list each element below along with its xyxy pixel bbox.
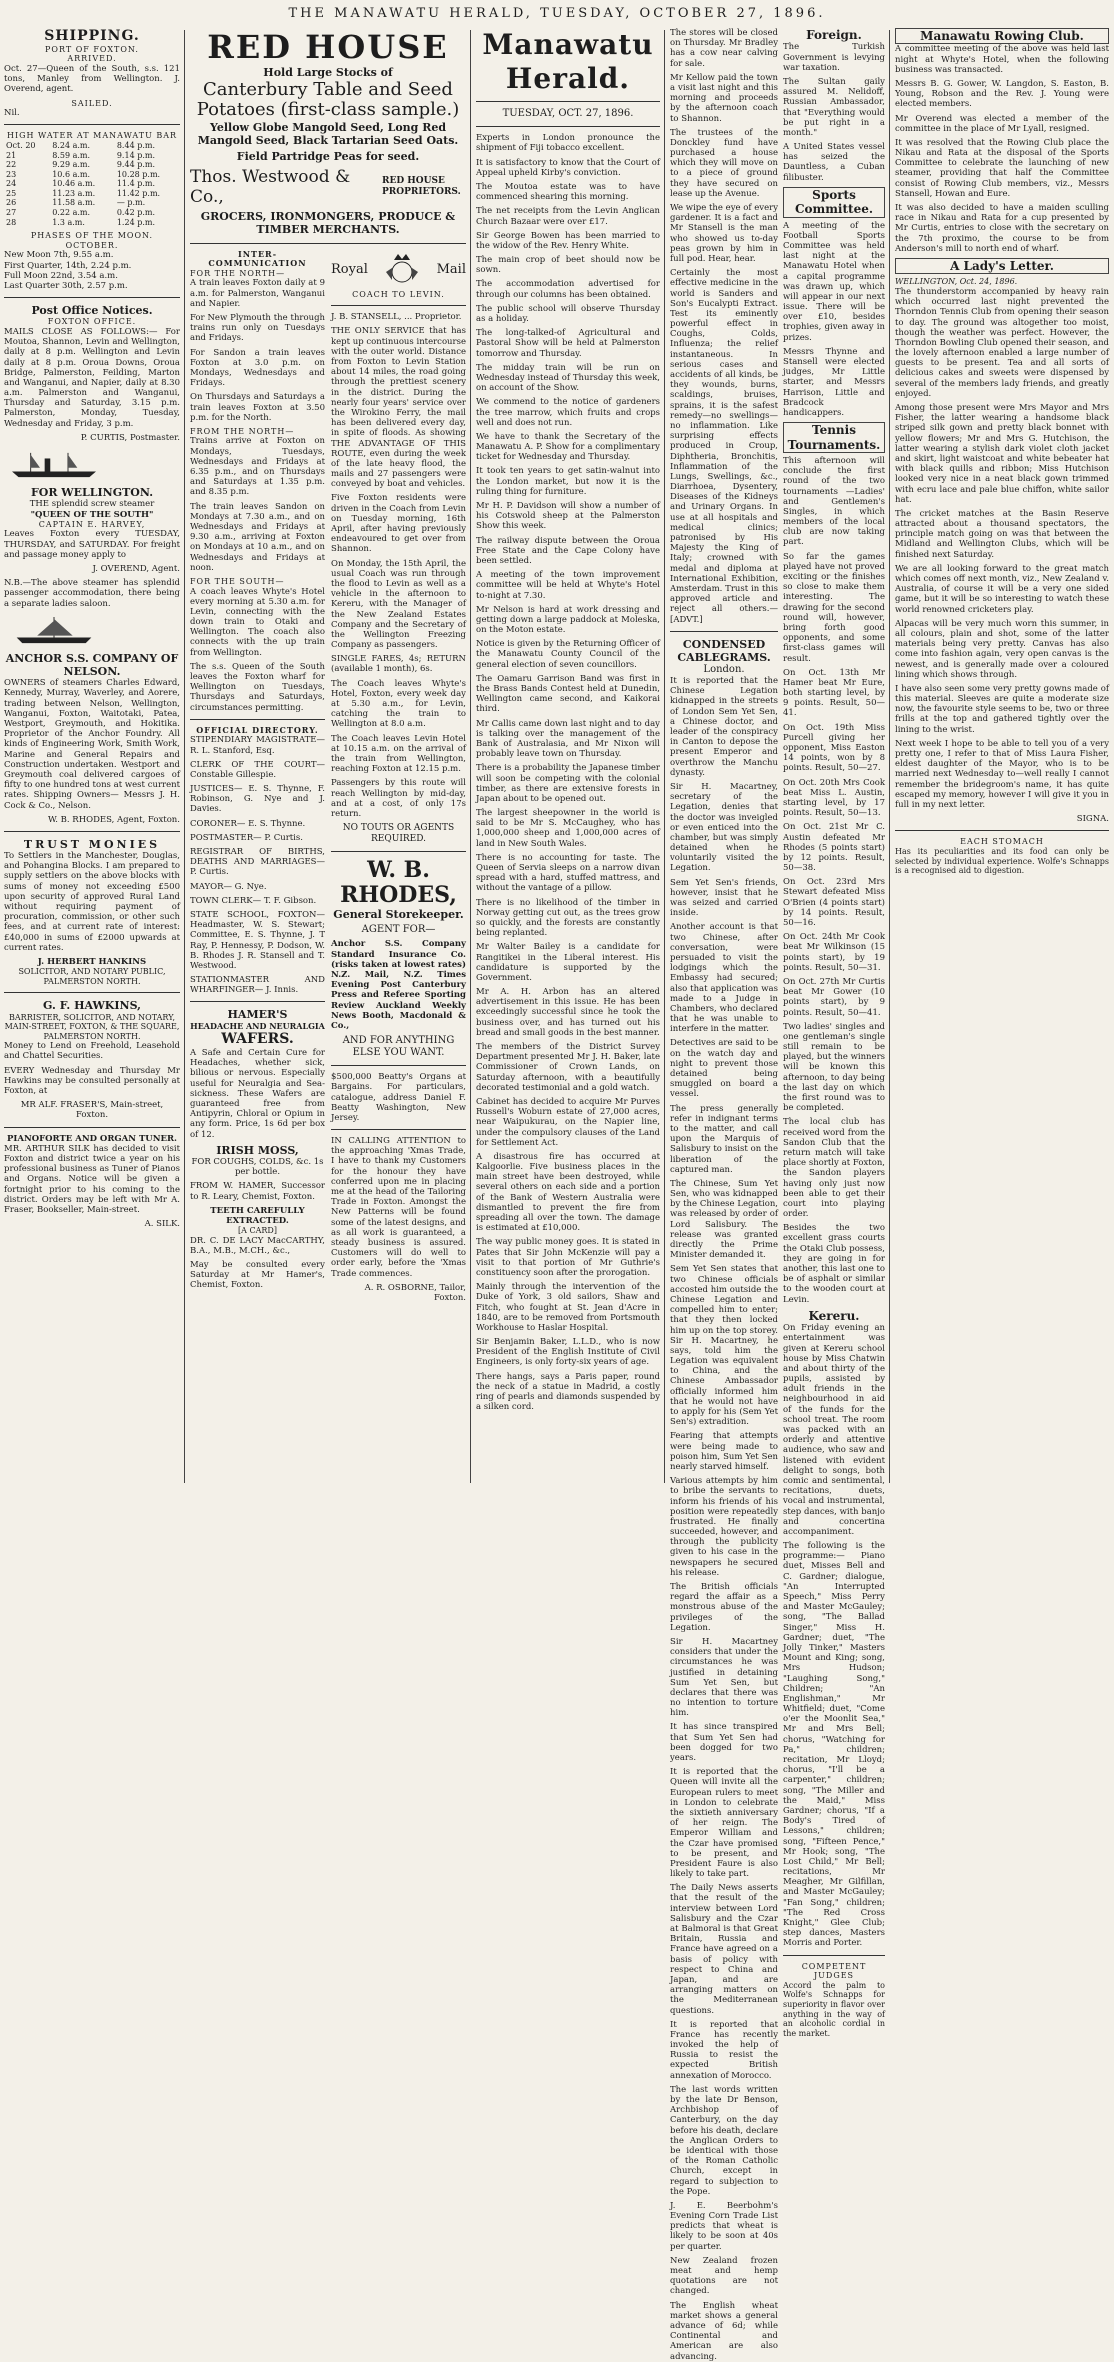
paragraph: Detectives are said to be on the watch day and night to prevent those detained being smuggled on board a vessel. [670, 1038, 778, 1100]
tide-cell: 9.29 a.m. [52, 160, 91, 170]
coach-text: THE ONLY SERVICE that has kept up continuous intercourse with the outer world. Distance from Foxton to Levin Station about 14 miles, the road going through the prettiest scenery in the district. During the nearly four years' service over the Wirokino Ferry, the mail has been delivered every day, in spite of floods. As showing THE ADVANTAGE OF THIS ROUTE, even during the week of the late heavy flood, the mails and 27 passengers were conveyed by boat and vehicles. [331, 326, 466, 490]
kereru-title: Kereru. [808, 1308, 860, 1323]
kereru-list [783, 1323, 885, 1948]
paragraph: Mr Walter Bailey is a candidate for Rangitikei in the Liberal interest. His candidature is supported by the Government. [476, 942, 660, 983]
sports-list [783, 221, 885, 419]
red-house-title: RED HOUSE [207, 28, 449, 66]
tide-row [4, 160, 180, 170]
foreign-title: Foreign. [806, 28, 862, 42]
mail-word: Mail [436, 261, 466, 277]
paragraph: Cabinet has decided to acquire Mr Purves Russell's Woburn estate of 27,000 acres, near Waipukurau, on the Napier line, under the compulsory clauses of the Land for Settlement Act. [476, 1096, 660, 1148]
piano-text: MR. ARTHUR SILK has decided to visit Foxton and district twice a year on his professional business as Tuner of Pianos and Organs. Notice will be given a fortnight prior to his coming to the district. Orders may be left with Mr A. Fraser, Bookseller, Main-street. [4, 1143, 180, 1215]
paragraph: The largest sheepowner in the world is said to be Mr S. McCaughey, who has 1,000,000 sheep and 1,000,000 acres of land in New South Wales. [476, 808, 660, 849]
paragraph: The accommodation advertised for through our columns has been obtained. [476, 279, 660, 300]
paragraph: We have to thank the Secretary of the Manawatu A. P. Show for a complimentary ticket for Wednesday and Thursday. [476, 431, 660, 463]
paragraph: The way public money goes. It is stated in Pates that Sir John McKenzie will pay a visit to that portion of Mr Guthrie's constituency soon after the prorogation. [476, 1237, 660, 1278]
tide-cell: 28 [6, 217, 17, 227]
paragraph: We commend to the notice of gardeners the tree marrow, which fruits and crops well and does not run. [476, 397, 660, 428]
column-1 [4, 28, 180, 1485]
moon-title: PHASES OF THE MOON. [30, 231, 154, 241]
paragraph: J. E. Beerbohm's Evening Corn Trade List predicts that wheat is likely to be soon at 40s per quarter. [670, 2200, 778, 2252]
rowing-list [895, 44, 1109, 254]
tide-row [4, 198, 180, 208]
paragraph: The trustees of the Donckley fund have purchased a house which they will move on to a piece of ground they have secured on lease up the Avenue. [670, 127, 778, 199]
paragraph: Another account is that two Chinese, after conversation, were persuaded to visit the lodgings which the Embassy had secured; also that application was made to a Judge in Chambers, who declared that he was unable to interfere in the matter. [670, 922, 778, 1035]
paragraph: POSTMASTER— P. Curtis. [190, 832, 303, 843]
issue-date: TUESDAY, OCT. 27, 1896. [502, 108, 634, 120]
anchor-text: OWNERS of steamers Charles Edward, Kennedy, Murray, Waverley, and Aorere, trading between Nelson, Wellington, Wanganui, Foxton, Waitotaki, Patea, Westport, Greymouth, and Hokitika. Proprietor of the Anchor Foundry. All kinds of Engineering Work, Smith Work, Marine and General Repairs and Construction undertaken. Westport and Greymouth coal delivered cargoes of fifty to one hundred tons at west current rates. Shipping Owners— Messrs J. H. Cock & Co., Nelson. [4, 678, 180, 811]
paragraph: Alpacas will be very much worn this summer, in all colours, plain and shot, some of the latter materials being very pretty. Canvas has also come into fashion again, very open canvas is the newest, and is generally made over a coloured lining which shows through. [895, 618, 1109, 680]
paragraph: The following is the programme:— Piano duet, Misses Bell and C. Gardner; dialogue, "An Interrupted Speech," Miss Perry and Master McGauley; song, "The Ballad Singer," Miss H. Gardner; duet, "The Jolly Tinker," Masters Mount and King; song, Mrs Hudson; "Laughing Song," Children; "An Englishman," Mr Whitfield; duet, "Come o'er the Moonlit Sea," Mr and Mrs Bell; chorus, "Watching for Pa," children; recitation, Mr Lloyd; chorus, "I'll be a carpenter," children; song, "The Miller and the Maid," Miss Gardner; chorus, "If a Body's Tired of Lessons," children; song, "Fifteen Pence," Mr Hook; song, "The Lost Child," Mr Bell; recitations, Mr Meagher, Mr Gilfillan, and Master McGauley; "Fan Song," children; "The Red Cross Knight," Glee Club; step dances, Masters Morris and Porter. [783, 1541, 885, 1949]
anchor-title: ANCHOR S.S. COMPANY OF NELSON. [5, 651, 179, 679]
paragraph: A meeting of the town improvement committee will be held at Whyte's Hotel to-night at 7.30. [476, 570, 660, 601]
paragraph: On Oct. 24th Mr Cook beat Mr Wilkinson (15 points start), by 19 points. Result, 50—31. [783, 932, 885, 973]
coach-text: On Monday, the 15th April, the usual Coach was run through the flood to Levin as well as a vehicle in the afternoon to Kereru, with the Manager of the New Zealand Estates Company and the Secretary of the Wellington Freezing Company as passengers. [331, 558, 466, 651]
paragraph: Experts in London pronounce the shipment of Fiji tobacco excellent. [476, 133, 660, 154]
foreign-list [783, 42, 885, 182]
every-text: EVERY Wednesday and Thursday Mr Hawkins may be consulted personally at Foxton, at [4, 1065, 180, 1097]
tide-cell: 8.24 a.m. [52, 140, 91, 150]
hamer-from: FROM W. HAMER, Successor to R. Leary, Chemist, Foxton. [190, 1181, 325, 1202]
tide-cell: 10.6 a.m. [52, 169, 91, 179]
stansell: J. B. STANSELL, ... Proprietor. [331, 312, 462, 323]
paragraph: The local club has received word from the Sandon Club that the return match will take place shortly at Foxton, the Sandon players having only just now been able to get their court into playing order. [783, 1117, 885, 1220]
paragraph: Mr H. P. Davidson will show a number of his Cotswold sheep at the Palmerston Show this week. [476, 501, 660, 532]
for-wellington-title: FOR WELLINGTON. [30, 486, 154, 500]
tide-title: HIGH WATER AT MANAWATU BAR [6, 131, 178, 141]
paragraph: The cricket matches at the Basin Reserve attracted about a thousand spectators, the principle match going on was that between the Midland and Wellington Clubs, which will be finished next Saturday. [895, 508, 1109, 560]
paragraph: It is satisfactory to know that the Court of Appeal upheld Kirby's conviction. [476, 157, 660, 178]
tide-row [4, 170, 180, 180]
royal-mail-header [331, 250, 466, 290]
col2-split [190, 250, 466, 1307]
paragraph: On Oct. 13th Mr Hamer beat Mr Eure, both starting level, by 9 points. Result, 50—41. [783, 667, 885, 719]
royal-crest-icon [382, 250, 422, 290]
column-rule [664, 30, 665, 1483]
royal-mail-block [331, 250, 466, 1307]
divider [331, 305, 466, 306]
paragraph: STATE SCHOOL, FOXTON— Headmaster, W. S. Stewart; Committee, E. S. Thynne, J. T Ray, P. Hennessy, P. Dodson, W. B. Rhodes J. R. Stansell and T. Westwood. [190, 909, 325, 971]
paragraph: Messrs B. G. Gower, W. Langdon, S. Easton, B. Young, Robson and the Rev. J. Young were elected members. [895, 78, 1109, 110]
paragraph: STATIONMASTER AND WHARFINGER— J. Innis. [190, 975, 325, 996]
local-news-list [476, 133, 660, 1412]
hawkins-name: G. F. HAWKINS, [43, 999, 141, 1013]
tide-cell: 8.44 p.m. [116, 140, 155, 150]
divider [4, 1127, 180, 1128]
paragraph: There is a probability the Japanese timber will soon be competing with the colonial timber, as there are extensive forests in Japan about to be opened out. [476, 763, 660, 804]
hankins-sub: SOLICITOR, AND NOTARY PUBLIC, PALMERSTON NORTH. [18, 967, 166, 986]
divider [331, 851, 466, 852]
cablegrams-title: CONDENSED CABLEGRAMS. [677, 637, 771, 664]
agent-for: AGENT FOR— [361, 924, 436, 936]
paragraph: On Oct. 23rd Mrs Stewart defeated Miss O'Brien (4 points start) by 14 points. Result, 50—16. [783, 877, 885, 929]
paragraph: A meeting of the Football Sports Committee was held last night at the Manawatu Hotel when a capital programme was drawn up, which will appear in our next issue. There will be over £10, besides trophies, given away in prizes. [783, 220, 885, 343]
paragraph: On Friday evening an entertainment was given at Kereru school house by Miss Chatwin and about thirty of the pupils, assisted by adult friends in the neighbourhood in aid of the funds for the school treat. The room was packed with an orderly and attentive audience, who saw and listened with evident delight to songs, both comic and sentimental, recitations, duets, vocal and instrumental, step dances, with banjo and concertina accompaniment. [783, 1323, 885, 1537]
tide-cell: 1.24 p.m. [116, 217, 155, 227]
paragraph: Sir H. Macartney, secretary of the Legation, denies that the doctor was inveigled or even enticed into the chamber, but was simply detained when he voluntarily visited the Legation. [670, 781, 778, 874]
fraser-text: MR ALF. FRASER'S, Main-street, Foxton. [20, 1100, 164, 1121]
page-masthead: THE MANAWATU HERALD, TUESDAY, OCTOBER 27, 1896. [288, 6, 826, 21]
competent-judges-title: COMPETENT JUDGES [801, 1961, 867, 1981]
column-3 [476, 28, 660, 1485]
royal-word: Royal [331, 261, 368, 277]
red-house-line2: Yellow Globe Mangold Seed, Long Red Mangold Seed, Black Tartarian Seed Oats. [197, 120, 459, 148]
divider [331, 1129, 466, 1130]
paragraph: I have also seen some very pretty gowns made of this material. Sleeves are quite a moderate size now, the favourite style seems to be, two or three frills at the top and gathered tightly over the lining to the wrist. [895, 683, 1109, 735]
letter-list [895, 287, 1109, 810]
ic-text: The train leaves Sandon on Mondays at 7.30 a.m., and on Wednesdays and Fridays at 9.30 a.m., arriving at Foxton on Mondays at 10 a.m., and on Wednesdays and Fridays at noon. [190, 501, 325, 573]
card-label: [A CARD] [238, 1226, 277, 1236]
tide-row [4, 189, 180, 199]
paragraph: The main crop of beet should now be sown. [476, 255, 660, 276]
paragraph: The net receipts from the Levin Anglican Church Bazaar were over £17. [476, 206, 660, 227]
anchor-agent: W. B. RHODES, Agent, Foxton. [48, 814, 180, 825]
letter-title: A Lady's Letter. [895, 258, 1109, 274]
paragraph: On Oct. 19th Miss Purcell giving her opponent, Miss Easton 14 points, won by 8 points. Result, 50—27. [783, 722, 885, 774]
official-directory-list [190, 735, 325, 995]
rowing-title: Manawatu Rowing Club. [895, 28, 1109, 44]
arrived-label: ARRIVED. [67, 54, 117, 64]
moon-line: Last Quarter 30th, 2.57 p.m. [4, 281, 128, 292]
paragraph: The press generally refer in indignant terms to the matter, and call upon the Marquis of Salisbury to insist on the liberation of the captured man. [670, 1103, 778, 1175]
paragraph: The members of the District Survey Department presented Mr J. H. Baker, late Commissioner of Crown Lands, on Saturday afternoon, with a beautifully decorated testimonial and a gold watch. [476, 1042, 660, 1093]
coach-text: The Coach leaves Whyte's Hotel, Foxton, every week day at 5.30 a.m., for Levin, catching the train to Wellington at 8.0 a.m. [331, 678, 466, 730]
red-house-firm-row [190, 167, 466, 208]
hamers-title: HAMER'S [227, 1008, 288, 1022]
tide-cell: 10.28 p.m. [116, 169, 161, 179]
divider [476, 126, 660, 127]
paragraph: The English wheat market shows a general advance of 6d; while Continental and American are also advancing. [670, 2300, 778, 2362]
rhodes-title: W. B. RHODES, [340, 856, 457, 908]
moon-month: OCTOBER. [65, 240, 119, 250]
sailing-ship-icon [4, 617, 104, 645]
coach-text: The Coach leaves Levin Hotel at 10.15 a.m. on the arrival of the train from Wellington, reaching Foxton at 12.15 p.m. [331, 733, 466, 775]
ic-text: For New Plymouth the through trains run only on Tuesdays and Fridays. [190, 313, 325, 344]
red-house-line3: Field Partridge Peas for seed. [236, 150, 420, 164]
post-office-text: MAILS CLOSE AS FOLLOWS:— For Moutoa, Shannon, Levin and Wellington, daily at 8 p.m. Wellington and Levin daily at 8 p.m. Oroua Downs, Oroua Bridge, Palmerston, Feilding, Marton and Wanganui, and Napier, daily at 8.30 a.m. Palmerston and Wanganui, Thursday and Saturday, 3.15 p.m. Palmerston, Monday, Tuesday, Wednesday and Friday, 3 p.m. [4, 326, 180, 429]
paragraph: The Sultan gaily assured M. Nelidoff, Russian Ambassador, that "Everything would be put right in a month." [783, 76, 885, 138]
tide-cell: Oct. 20 [6, 140, 36, 150]
column-4 [670, 28, 778, 2362]
tennis-list [783, 456, 885, 1305]
port-title: PORT OF FOXTON. [45, 44, 139, 54]
divider [4, 124, 180, 125]
tide-row [4, 179, 180, 189]
coach-text: Passengers by this route will reach Wellington by mid-day, and at a cost, of only 17s return. [331, 778, 466, 819]
column-2 [190, 28, 466, 1485]
ic-south: FOR THE SOUTH— [190, 576, 285, 586]
trust-title: TRUST MONIES [23, 837, 161, 851]
captain: CAPTAIN E. HARVEY, [38, 519, 146, 529]
moon-line: Full Moon 22nd, 3.54 a.m. [4, 270, 118, 281]
paragraph: Mr A. H. Arbon has an altered advertisement in this issue. He has been exceedingly successful since he took the business over, and has turned out his bread and small goods in the best manner. [476, 987, 660, 1038]
tide-cell: 9.14 p.m. [116, 150, 155, 160]
for-wellington-text: Leaves Foxton every TUESDAY, THURSDAY, and SATURDAY. For freight and passage money apply to [4, 529, 180, 560]
paragraph: Mr Overend was elected a member of the committee in the place of Mr Lyall, resigned. [895, 113, 1109, 134]
cablegrams-place: London. [703, 664, 745, 676]
stomach-text: Has its peculiarities and its food can only be selected by individual experience. Wolfe's Schnapps is a recognised aid to digestion. [895, 846, 1109, 876]
tide-row [4, 151, 180, 161]
coach-text: SINGLE FARES, 4s; RETURN (available 1 month), 6s. [331, 654, 466, 675]
xmas-ad: IN CALLING ATTENTION to the approaching 'Xmas Trade, I have to thank my Customers for the honour they have conferred upon me in placing me at the head of the Tailoring Trade in Foxton. Amongst the New Patterns will be found some of the latest designs, and as all work is guaranteed, a steady business is assured. Customers will do well to order early, before the 'Xmas Trade commences. [331, 1136, 466, 1279]
paragraph: On Oct. 21st Mr C. Austin defeated Mr Rhodes (5 points start) by 12 points. Result, 50—38. [783, 822, 885, 874]
doctor-name: DR. C. DE LACY MacCARTHY, B.A., M.B., M.CH., &c., [190, 1235, 325, 1256]
ship-name: "QUEEN OF THE SOUTH" [30, 509, 154, 520]
official-directory-title: OFFICIAL DIRECTORY. [196, 724, 319, 735]
tide-cell: 1.3 a.m. [52, 217, 85, 227]
tide-cell: 25 [6, 188, 17, 198]
divider [670, 631, 778, 632]
column-6 [895, 28, 1109, 1485]
post-office-title: Post Office Notices. [31, 304, 153, 318]
paragraph: It is reported that France has recently invoked the help of Russia to resist the expected British annexation of Morocco. [670, 2019, 778, 2081]
paragraph: The long-talked-of Agricultural and Pastoral Show will be held at Palmerston tomorrow and Thursday. [476, 328, 660, 359]
piano-title: PIANOFORTE AND ORGAN TUNER. [6, 1133, 177, 1144]
anything-else: AND FOR ANYTHING ELSE YOU WANT. [342, 1035, 455, 1059]
piano-sign: A. SILK. [144, 1219, 180, 1230]
paragraph: STIPENDIARY MAGISTRATE— R. L. Stanford, Esq. [190, 735, 325, 756]
divider [895, 830, 1109, 831]
column-5 [783, 28, 885, 2038]
sailed-label: SAILED. [71, 98, 113, 108]
paragraph: It was also decided to have a maiden sculling race in Nikau and Rata for a cup presented by Mr Curtis, entries to close with the secretary on the 7th proximo, the course to be from Anderson's mill to north end of wharf. [895, 203, 1109, 254]
ic-title: INTER-COMMUNICATION [208, 248, 307, 269]
paragraph: It took ten years to get satin-walnut into the London market, but now it is the ruling thing for furniture. [476, 466, 660, 497]
divider [4, 992, 180, 993]
paragraph: The public school will observe Thursday as a holiday. [476, 303, 660, 324]
tennis-title: Tennis Tournaments. [783, 422, 885, 453]
cablegrams-list [670, 676, 778, 2362]
paragraph: Fearing that attempts were being made to poison him, Sum Yet Sen nearly starved himself. [670, 1431, 778, 1472]
paragraph: Sir Benjamin Baker, L.L.D., who is now President of the English Institute of Civil Engineers, is only forty-six years of age. [476, 1337, 660, 1368]
tide-row [4, 218, 180, 228]
doctor-text: May be consulted every Saturday at Mr Hamer's, Chemist, Foxton. [190, 1260, 325, 1291]
moon-line: New Moon 7th, 9.55 a.m. [4, 250, 114, 261]
paragraph: A committee meeting of the above was held last night at Whyte's Hotel, when the following business was transacted. [895, 44, 1109, 75]
paragraph: The thunderstorm accompanied by heavy rain which occurred last night prevented the Thorndon Tennis Club from opening their season to day. The ground was altogether too moist, though the weather was perfect. However, the Thorndon Bowling Club opened their season, and the lovely afternoon enabled a large number of guests to be present. Tea and all sorts of delicious cakes and sweets were dispensed by several of the members lady friends, and greatly enjoyed. [895, 286, 1109, 399]
tide-cell: 0.42 p.m. [116, 208, 155, 218]
divider [190, 1001, 325, 1002]
red-house-line1: Canterbury Table and Seed Potatoes (first-class sample.) [196, 78, 460, 121]
paragraph: JUSTICES— E. S. Thynne, F. Robinson, G. Nye and J. Davies. [190, 784, 325, 815]
ic-text: A train leaves Foxton daily at 9 a.m. for Palmerston, Wanganui and Napier. [190, 278, 325, 309]
paragraph: Sem Yet Sen states that two Chinese officials accosted him outside the Chinese Legation and compelled him to enter; that they then locked him up on the top storey. Sir H. Macartney, he says, told him the Legation was equivalent to China, and the Chinese Ambassador officially informed him that he would not have to apply for his (Sem Yet Sen's) extradition. [670, 1264, 778, 1428]
tide-cell: 11.58 a.m. [52, 198, 96, 208]
paragraph: Mr Nelson is hard at work dressing and getting down a large paddock at Moleska, on the Moton estate. [476, 604, 660, 636]
intercommunication-block [190, 250, 325, 1307]
paragraph: Next week I hope to be able to tell you of a very pretty one, I refer to that of Miss Laura Fisher, eldest daughter of the Mayor, who is to be married next Wednesday to—well really I cannot remember the bridegroom's name, it has quite escaped my memory, however I will give it you in full in my next letter. [895, 738, 1109, 810]
hamers-sub: HEADACHE AND NEURALGIA [190, 1020, 325, 1031]
paragraph: It was resolved that the Rowing Club place the Nikau and Rata at the disposal of the Sports Committee to celebrate the launching of new steamer, providing that half the Committee consist of Rowing Club members, viz., Messrs Stansell, Howan and Eure. [895, 137, 1109, 199]
paragraph: Among those present were Mrs Mayor and Mrs Fisher, the latter wearing a handsome black striped silk gown and pretty black bonnet with yellow flowers; Mr and Mrs G. Hutchison, the latter wearing a stylish dark violet cloth jacket and skirt, light waistcoat and white bebeater hat with black quills and ribbon; Miss Hutchison looked very nice in a neat black gown trimmed with ecru lace and pale blue chiffon, white sailor hat. [895, 403, 1109, 505]
ic-text: On Thursdays and Saturdays a train leaves Foxton at 3.50 p.m. for the North. [190, 392, 325, 423]
paragraph: There is no accounting for taste. The Queen of Servia sleeps on a narrow divan spread with a hard, stuffed mattress, and without the vantage of a pillow. [476, 852, 660, 894]
paragraph: Various attempts by him to bribe the servants to inform his friends of his position were repeatedly frustrated. He finally succeeded, however, and through the publicity given to his case in the newspapers he secured his release. [670, 1476, 778, 1578]
hawkins-sub: BARRISTER, SOLICITOR, AND NOTARY, MAIN-STREET, FOXTON, & THE SQUARE, PALMERSTON NORTH. [4, 1012, 180, 1041]
firm-name: Thos. Westwood & Co., [190, 166, 351, 207]
letter-sign: SIGNA. [1076, 814, 1109, 825]
moon-line: First Quarter, 14th, 2.24 p.m. [4, 260, 132, 271]
paragraph: Notice is given by the Returning Officer of the Manawatu County Council of the general election of seven councillors. [476, 639, 660, 670]
sports-title: Sports Committee. [783, 187, 885, 218]
organs-ad: $500,000 Beatty's Organs at Bargains. For particulars, catalogue, address Daniel F. Beatty Washington, New Jersey. [331, 1072, 466, 1123]
coach-title: COACH TO LEVIN. [352, 289, 445, 299]
paragraph: We are all looking forward to the great match which comes off next month, viz., New Zealand v. Australia, of course it will be a very one sided game, but it will be so interesting to watch these world renowned cricketers play. [895, 563, 1109, 615]
ic-text: Trains arrive at Foxton on Mondays, Tuesdays, Wednesdays and Fridays at 6.35 p.m., and on Thursdays and Saturdays at 1.35 p.m. and 8.35 p.m. [190, 436, 325, 498]
tide-row [4, 141, 180, 151]
tide-table [4, 141, 180, 227]
paragraph: The stores will be closed on Thursday. Mr Bradley has a cow near calving for sale. [670, 28, 778, 69]
for-wellington-agent: J. OVEREND, Agent. [92, 563, 180, 574]
tide-cell: 9.44 p.m. [116, 160, 155, 170]
paragraph: CLERK OF THE COURT— Constable Gillespie. [190, 759, 325, 780]
paragraph: Mr Callis came down last night and to day is talking over the management of the Bank of Australasia, and Mr Nixon will probably leave town on Thursday. [476, 718, 660, 760]
paragraph: The Moutoa estate was to have commenced shearing this morning. [476, 181, 660, 203]
osborne-sign: A. R. OSBORNE, Tailor, Foxton. [364, 1282, 466, 1303]
tide-cell: 21 [6, 150, 17, 160]
divider [4, 831, 180, 832]
paragraph: Besides the two excellent grass courts the Otaki Club possess, they are going in for another, this last one to be of asphalt or similar to the wooden court at Levin. [783, 1223, 885, 1305]
paragraph: On Oct. 27th Mr Curtis beat Mr Gower (10 points start), by 9 points. Result, 50—41. [783, 976, 885, 1018]
paragraph: The last words written by the late Dr Benson, Archbishop of Canterbury, on the day before his death, declare the Anglican Orders to be identical with those of the Roman Catholic Church, except in regard to subjection to the Pope. [670, 2084, 778, 2197]
newspaper-flag: Manawatu Herald. [482, 28, 654, 95]
nil-text: Nil. [4, 108, 20, 119]
red-house-sub: Hold Large Stocks of [263, 66, 393, 80]
paragraph: Sir H. Macartney considers that under the circumstances he was justified in detaining Sum Yet Sen, but declares that there was no intention to torture him. [670, 1636, 778, 1719]
post-office-sub: FOXTON OFFICE. [47, 317, 137, 327]
paragraph: It is reported that the Chinese Legation kidnapped in the streets of London Sem Yet Sen, a Chinese doctor, and leader of the conspiracy in Canton to depose the present Emperor and overthrow the Manchu dynasty. [670, 676, 778, 778]
paragraph: New Zealand frozen meat and hemp quotations are not changed. [670, 2255, 778, 2297]
firm-prop: RED HOUSE PROPRIETORS. [382, 176, 461, 197]
hankins-name: J. HERBERT HANKINS [37, 956, 147, 967]
ic-from-north: FROM THE NORTH— [190, 426, 295, 436]
tide-cell: 0.22 a.m. [52, 208, 91, 218]
steamship-icon [4, 451, 104, 479]
ic-text: The s.s. Queen of the South leaves the Foxton wharf for Wellington on Tuesdays, Thursdays and Saturdays, circumstances permitting. [190, 661, 325, 713]
for-wellington-sub: THE splendid screw steamer [29, 499, 155, 510]
tide-cell: 11.23 a.m. [52, 188, 96, 198]
tide-cell: 27 [6, 208, 17, 218]
no-touts: NO TOUTS OR AGENTS REQUIRED. [342, 823, 455, 844]
column-rule [470, 30, 471, 1483]
divider [476, 101, 660, 102]
irish-moss-title: IRISH MOSS, [216, 1143, 299, 1157]
paragraph: Mr Kellow paid the town a visit last night and this morning and proceeds by the afternoon coach to Shannon. [670, 72, 778, 124]
ic-text: A coach leaves Whyte's Hotel every morning at 5.30 a.m. for Levin, connecting with the down train to Otaki and Wellington. The coach also connects with the up train from Wellington. [190, 586, 325, 658]
wafers-title: WAFERS. [221, 1031, 294, 1048]
divider [4, 297, 180, 298]
paragraph: We wipe the eye of every gardener. It is a fact and Mr Stansell is the man who showed us to-day peas grown by him in full pod. Hear, hear. [670, 203, 778, 264]
paragraph: TOWN CLERK— T. F. Gibson. [190, 895, 317, 906]
tide-cell: 23 [6, 169, 17, 179]
arrived-text: Oct. 27—Queen of the South, s.s. 121 tons, Manley from Wellington. J. Overend, agent. [4, 63, 180, 95]
trust-text: To Settlers in the Manchester, Douglas, and Pohangina Blocks. I am prepared to supply settlers on the above blocks with sums of money not exceeding £500 upon security of approved Rural Land without requiring payment of procuration, commission, or other such fees, and at current rate of interest: £40,000 in sums of £2000 upwards at current rates. [4, 851, 180, 953]
tide-cell: 26 [6, 198, 17, 208]
paragraph: It has since transpired that Sum Yet Sen had been dogged for two years. [670, 1722, 778, 1763]
wafers-text: A Safe and Certain Cure for Headaches, whether sick, bilious or nervous. Especially useful for Neuralgia and Sea-sickness. These Wafers are guaranteed free from Antipyrin, Chloral or Opium in any form. Price, 1s 6d per box of 12. [190, 1048, 325, 1140]
paragraph: There hangs, says a Paris paper, round the neck of a statue in Madrid, a costly ring of pearls and diamonds suspended by a silken cord. [476, 1371, 660, 1413]
tide-cell: 24 [6, 179, 17, 189]
grocers-line: GROCERS, IRONMONGERS, PRODUCE & TIMBER MERCHANTS. [200, 210, 456, 237]
paragraph: It is reported that the Queen will invite all the European rulers to meet in London to celebrate the sixtieth anniversary of her reign. The Emperor William and the Czar have promised to be present, and President Faure is also likely to take part. [670, 1767, 778, 1880]
paragraph: REGISTRAR OF BIRTHS, DEATHS AND MARRIAGES— P. Curtis. [190, 847, 325, 878]
paragraph: There is no likelihood of the timber in Norway getting cut out, as the trees grow so quickly, and the forests are constantly being replanted. [476, 897, 660, 939]
hawkins-text: Money to Lend on Freehold, Leasehold and Chattel Securities. [4, 1041, 180, 1062]
divider [783, 1955, 885, 1956]
paragraph: The Turkish Government is levying war taxation. [783, 42, 885, 73]
paragraph: This afternoon will conclude the first round of the two tournaments —Ladies' and Gentlemen's Singles, in which members of the local club are now taking part. [783, 455, 885, 548]
paragraph: The railway dispute between the Oroua Free State and the Cape Colony have been settled. [476, 535, 660, 566]
column-rule [184, 30, 185, 1483]
divider [331, 1065, 466, 1066]
ic-north: FOR THE NORTH— [190, 268, 286, 278]
tide-cell: 11.42 p.m. [116, 188, 161, 198]
paragraph: The British officials regard the affair as a monstrous abuse of the privileges of the Legation. [670, 1582, 778, 1633]
paragraph: On Oct. 20th Mrs Cook beat Miss L. Austin, starting level, by 17 points. Result, 50—13. [783, 777, 885, 819]
agent-items: Anchor S.S. Company Standard Insurance Co. (risks taken at lowest rates) N.Z. Mail, N.Z. Times Evening Post Canterbury Press and Referee Sporting Review Auckland Weekly News Booth, Macdonald & Co., [331, 939, 466, 1031]
paragraph: CORONER— E. S. Thynne. [190, 818, 306, 829]
tide-row [4, 208, 180, 218]
paragraph: The Oamaru Garrison Band was first in the Brass Bands Contest held at Dunedin, Wellington came second, and Kaikorai third. [476, 673, 660, 715]
tide-cell: 8.59 a.m. [52, 150, 91, 160]
paragraph: A disastrous fire has occurred at Kalgoorlie. Five business places in the main street have been destroyed, while several others on each side and a portion of the Bank of Western Australia were dismantled to prevent the fire from spreading all over the town. The damage is estimated at £10,000. [476, 1151, 660, 1234]
paragraph: Sem Yet Sen's friends, however, insist that he was seized and carried inside. [670, 877, 778, 919]
post-office-sign: P. CURTIS, Postmaster. [80, 432, 180, 443]
paragraph: Messrs Thynne and Stansell were elected judges, Mr Little starter, and Messrs Harrison, Little and Bradcock handicappers. [783, 346, 885, 418]
paragraph: So far the games played have not proved exciting or the finishes so close to make them interesting. The drawing for the second round will, however, bring forth good opponents, and some first-class games will result. [783, 551, 885, 664]
paragraph: Two ladies' singles and one gentleman's single still remain to be played, but the winners will be known this afternoon, to day being the last day on which the first round was to be completed. [783, 1021, 885, 1114]
tide-cell: 22 [6, 160, 17, 170]
divider [190, 243, 466, 244]
paragraph: The midday train will be run on Wednesday instead of Thursday this week, on account of the Show. [476, 362, 660, 394]
column-rule [889, 30, 890, 1483]
shipping-title: SHIPPING. [44, 28, 140, 44]
letter-dateline: WELLINGTON, Oct. 24, 1896. [895, 277, 1018, 287]
paragraph: Certainly the most effective medicine in the world is Sanders and Son's Eucalypti Extract. Test its eminently powerful effect in Coughs, Colds, Influenza; the relief instantaneous. In serious cases and accidents of all kinds, be they wounds, burns, scaldings, bruises, sprains, it is the safest remedy—no swellings—no inflammation. Like surprising effects produced in Croup, Diphtheria, Bronchitis, Inflammation of the Lungs, Swellings, &c., Diarrhoea, Dysentery, Diseases of the Kidneys and Urinary Organs. In use at all hospitals and medical clinics; patronised by His Majesty the King of Italy; crowned with medal and diploma at International Exhibition, Amsterdam. Trust in this approved article and reject all others.—[ADVT.] [670, 268, 778, 625]
tide-cell: 11.4 p.m. [116, 179, 155, 189]
teeth-title: TEETH CAREFULLY EXTRACTED. [210, 1205, 305, 1226]
for-wellington-nb: N.B.—The above steamer has splendid passenger accommodation, there being a separate ladies saloon. [4, 578, 180, 609]
tide-cell: — p.m. [116, 198, 146, 208]
stomach-title: EACH STOMACH [960, 837, 1044, 847]
paragraph: Sir George Bowen has been married to the widow of the Rev. Henry White. [476, 230, 660, 251]
ic-text: For Sandon a train leaves Foxton at 3.0 p.m. on Mondays, Wednesdays and Fridays. [190, 347, 325, 389]
coach-text: Five Foxton residents were driven in the Coach from Levin on Tuesday morning, 16th April, after having previously endeavoured to get over from Shannon. [331, 493, 466, 555]
local-news-continued [670, 28, 778, 625]
paragraph: Mainly through the intervention of the Duke of York, 3 old sailors, Shaw and Fitch, who fought at St. Jean d'Acre in 1840, are to be removed from Portsmouth Workhouse to Haslar Hospital. [476, 1282, 660, 1333]
tide-cell: 10.46 a.m. [52, 179, 96, 189]
divider [190, 719, 325, 720]
irish-moss-text: FOR COUGHS, COLDS, &c. 1s per bottle. [191, 1156, 324, 1178]
competent-judges-text: Accord the palm to Wolfe's Schnapps for superiority in flavor over anything in the way of an alcoholic cordial in the market. [783, 1980, 885, 2038]
rhodes-sub: General Storekeeper. [333, 908, 464, 922]
paragraph: The Chinese, Sum Yet Sen, who was kidnapped by the Chinese Legation, was released by order of Lord Salisbury. The release was granted directly the Prime Minister demanded it. [670, 1178, 778, 1261]
paragraph: A United States vessel has seized the Dauntless, a Cuban filibuster. [783, 142, 885, 183]
paragraph: MAYOR— G. Nye. [190, 881, 267, 892]
paragraph: The Daily News asserts that the result of the interview between Lord Salisbury and the Czar at Balmoral is that Great Britain, Russia and France have agreed on a basis of policy with respect to China and Japan, and are arranging matters on the Mediterranean questions. [670, 1883, 778, 2016]
moon-lines [4, 250, 180, 291]
